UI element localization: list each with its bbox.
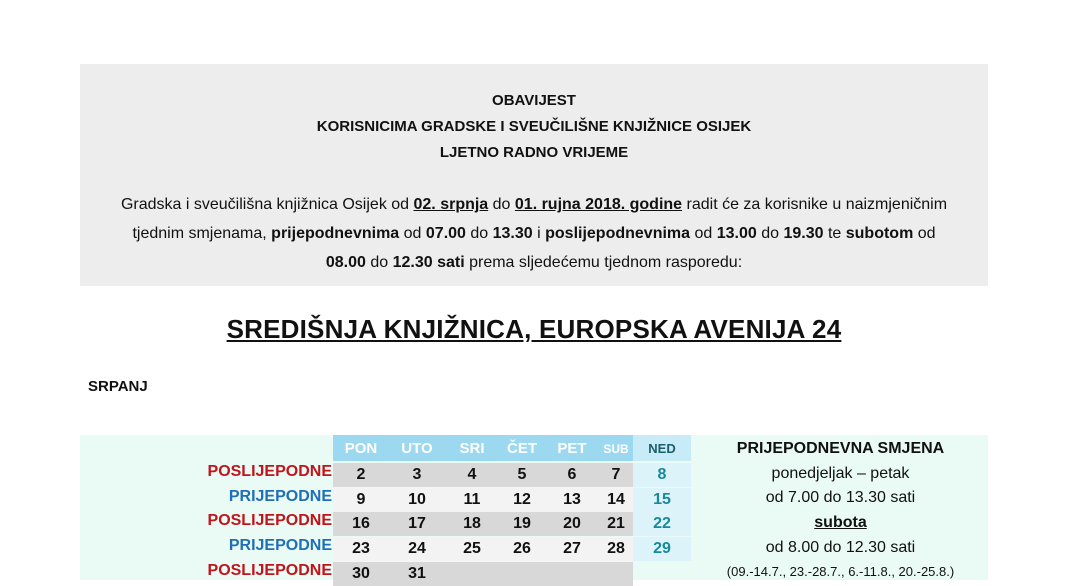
notice-subheading: KORISNICIMA GRADSKE I SVEUČILIŠNE KNJIŽNICE OSIJEK bbox=[316, 118, 752, 135]
notice-time: 13.30 bbox=[492, 225, 533, 242]
day-cell: 30 bbox=[333, 562, 389, 586]
notice-time: 19.30 bbox=[783, 225, 824, 242]
shift-info-weekday-hours: od 7.00 do 13.30 sati bbox=[765, 489, 916, 506]
notice-saturday: subotom bbox=[845, 225, 914, 242]
day-cell: 2 bbox=[333, 463, 389, 487]
day-cell: 4 bbox=[445, 463, 499, 487]
notice-afternoon: poslijepodnevnima bbox=[545, 225, 691, 242]
notice-morning: prijepodnevnima bbox=[271, 225, 400, 242]
month-label: SRPANJ bbox=[88, 378, 148, 395]
notice-time: 13.00 bbox=[716, 225, 757, 242]
notice-text: do bbox=[756, 225, 784, 242]
day-header-fri: PET bbox=[545, 435, 599, 461]
day-cell: 24 bbox=[389, 537, 445, 561]
sunday-cell: 15 bbox=[633, 488, 691, 512]
notice-text: od bbox=[913, 225, 936, 242]
day-cell: 6 bbox=[545, 463, 599, 487]
notice-text: Gradska i sveučilišna knjižnica Osijek od bbox=[120, 196, 414, 213]
day-header-sun: NED bbox=[633, 435, 691, 461]
day-cell: 5 bbox=[499, 463, 545, 487]
day-cell: 31 bbox=[389, 562, 445, 586]
day-cell: 16 bbox=[333, 512, 389, 536]
day-cell: 25 bbox=[445, 537, 499, 561]
shift-info-saturday-hours: od 8.00 do 12.30 sati bbox=[765, 539, 916, 556]
day-cell: 27 bbox=[545, 537, 599, 561]
empty-cell bbox=[445, 562, 633, 586]
day-cell: 12 bbox=[499, 488, 545, 512]
page-title: SREDIŠNJA KNJIŽNICA, EUROPSKA AVENIJA 24 bbox=[226, 314, 842, 344]
notice-subheading-2: LJETNO RADNO VRIJEME bbox=[439, 144, 629, 161]
shift-label-afternoon: POSLIJEPODNE bbox=[207, 562, 332, 579]
notice-start-date: 02. srpnja bbox=[413, 196, 489, 213]
shift-info-weekdays: ponedjeljak – petak bbox=[771, 465, 910, 482]
day-header-thu: ČET bbox=[499, 435, 545, 461]
sunday-cell: 29 bbox=[633, 537, 691, 561]
shift-label-afternoon: POSLIJEPODNE bbox=[207, 463, 332, 480]
day-cell: 7 bbox=[599, 463, 633, 487]
day-cell: 3 bbox=[389, 463, 445, 487]
day-cell: 18 bbox=[445, 512, 499, 536]
notice-heading: OBAVIJEST bbox=[492, 92, 576, 109]
notice-end-date: 01. rujna 2018. godine bbox=[514, 196, 683, 213]
notice-time: 12.30 sati bbox=[392, 254, 465, 271]
shift-info-title: PRIJEPODNEVNA SMJENA bbox=[736, 440, 945, 457]
notice-text: te bbox=[823, 225, 846, 242]
day-header-wed: SRI bbox=[445, 435, 499, 461]
notice-text: od bbox=[690, 225, 717, 242]
day-cell: 21 bbox=[599, 512, 633, 536]
shift-label-afternoon: POSLIJEPODNE bbox=[207, 512, 332, 529]
shift-info-saturday: subota bbox=[814, 514, 867, 531]
day-cell: 9 bbox=[333, 488, 389, 512]
notice-text: od bbox=[399, 225, 426, 242]
notice-time: 07.00 bbox=[425, 225, 466, 242]
shift-info-dates: (09.-14.7., 23.-28.7., 6.-11.8., 20.-25.8.) bbox=[726, 564, 955, 579]
day-cell: 13 bbox=[545, 488, 599, 512]
notice-text: prema sljedećemu tjednom rasporedu: bbox=[464, 254, 743, 271]
shift-label-morning: PRIJEPODNE bbox=[228, 537, 332, 554]
day-cell: 28 bbox=[599, 537, 633, 561]
day-cell: 17 bbox=[389, 512, 445, 536]
notice-text: do bbox=[465, 225, 493, 242]
day-header-tue: UTO bbox=[389, 435, 445, 461]
notice-text: radit će za korisnike u naizmjeničnim tjednim smjenama, bbox=[132, 196, 948, 242]
day-header-mon: PON bbox=[333, 435, 389, 461]
day-header-sat: SUB bbox=[599, 435, 633, 461]
day-cell: 20 bbox=[545, 512, 599, 536]
notice-time: 08.00 bbox=[325, 254, 366, 271]
shift-label-morning: PRIJEPODNE bbox=[228, 488, 332, 505]
day-cell: 11 bbox=[445, 488, 499, 512]
day-cell: 26 bbox=[499, 537, 545, 561]
day-cell: 10 bbox=[389, 488, 445, 512]
day-cell: 14 bbox=[599, 488, 633, 512]
day-cell: 23 bbox=[333, 537, 389, 561]
day-cell: 19 bbox=[499, 512, 545, 536]
notice-paragraph bbox=[114, 190, 954, 277]
notice-box bbox=[80, 64, 988, 286]
notice-text: i bbox=[532, 225, 546, 242]
sunday-cell: 8 bbox=[633, 463, 691, 487]
notice-text: do bbox=[365, 254, 393, 271]
sunday-cell: 22 bbox=[633, 512, 691, 536]
notice-text: do bbox=[488, 196, 515, 213]
